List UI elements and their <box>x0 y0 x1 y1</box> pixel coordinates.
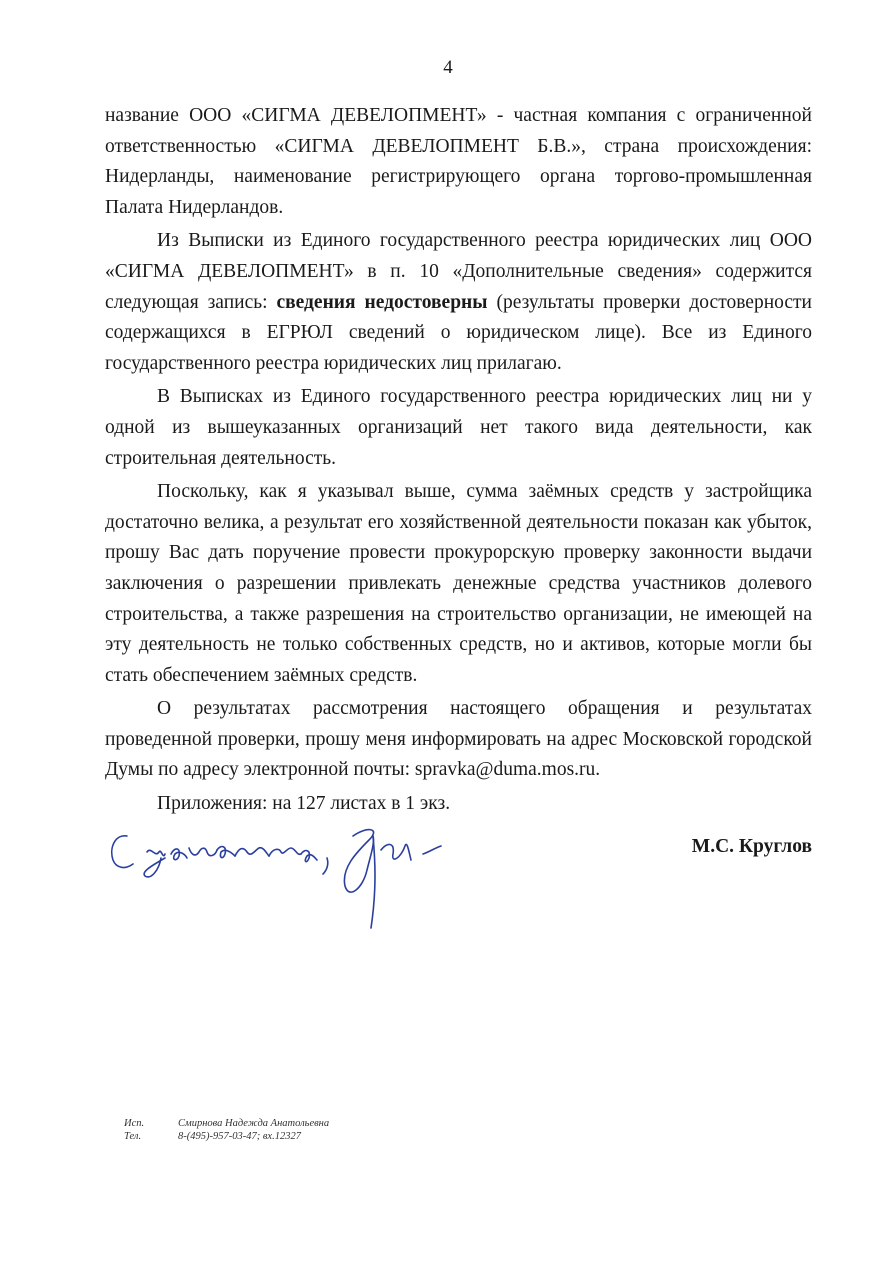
handwritten-signature <box>105 818 455 938</box>
page-number: 4 <box>443 57 453 78</box>
executor-info <box>124 1117 329 1143</box>
text-run: Из Выписки из Единого государственного реестра юридических лиц ООО «СИГМА ДЕВЕЛОПМЕНТ» в п. 10 «Дополнительные сведения» содержится следующая запись: <box>105 230 812 313</box>
signer-name: М.С. Круглов <box>691 836 812 857</box>
text-run: Приложения: на 127 листах в 1 экз. <box>157 793 451 815</box>
text-run: Поскольку, как я указывал выше, сумма заёмных средств у застройщика достаточно велика, а результат его хозяйственной деятельности показан как убыток, прошу Вас дать поручение провести прокурорскую проверку законности выдачи заключения о разрешении привлекать денежные средства участников долевого строительства, а также разрешения на строительство организации, не имеющей на эту деятельность не только собственных средств, но и активов, которые могли бы стать обеспечением заёмных средств. <box>105 481 812 686</box>
paragraph <box>105 101 812 223</box>
text-run: (результаты проверки достоверности содержащихся в ЕГРЮЛ сведений о юридическом лице). Все из Единого государственного реестра юридических лиц прилагаю. <box>105 291 812 374</box>
executor-phone: 8-(495)-957-03-47; вх.12327 <box>178 1131 301 1142</box>
text-run: В Выписках из Единого государственного реестра юридических лиц ни у одной из вышеуказанных организаций нет такого вида деятельности, как строительная деятельность. <box>105 386 812 469</box>
executor-label: Исп. <box>124 1118 145 1129</box>
paragraph <box>105 382 812 474</box>
executor-name: Смирнова Надежда Анатольевна <box>178 1118 330 1129</box>
text-run: название ООО «СИГМА ДЕВЕЛОПМЕНТ» - частная компания с ограниченной ответственностью «СИГМА ДЕВЕЛОПМЕНТ Б.В.», страна происхождения: Нидерланды, наименование регистрирующего органа торгово-промышленная Палата Нидерландов. <box>105 105 812 218</box>
phone-row <box>124 1130 329 1143</box>
paragraph <box>105 226 812 379</box>
paragraph <box>105 789 812 820</box>
bold-phrase: сведения недостоверны <box>276 291 488 313</box>
text-run: О результатах рассмотрения настоящего обращения и результатах проведенной проверки, прошу меня информировать на адрес Московской городской Думы по адресу электронной почты: spravka@duma.mos.ru. <box>105 698 812 781</box>
phone-label: Тел. <box>124 1131 142 1142</box>
letter-body <box>105 101 812 823</box>
executor-row <box>124 1117 329 1130</box>
paragraph <box>105 694 812 786</box>
signature-block <box>105 818 812 938</box>
paragraph <box>105 477 812 691</box>
